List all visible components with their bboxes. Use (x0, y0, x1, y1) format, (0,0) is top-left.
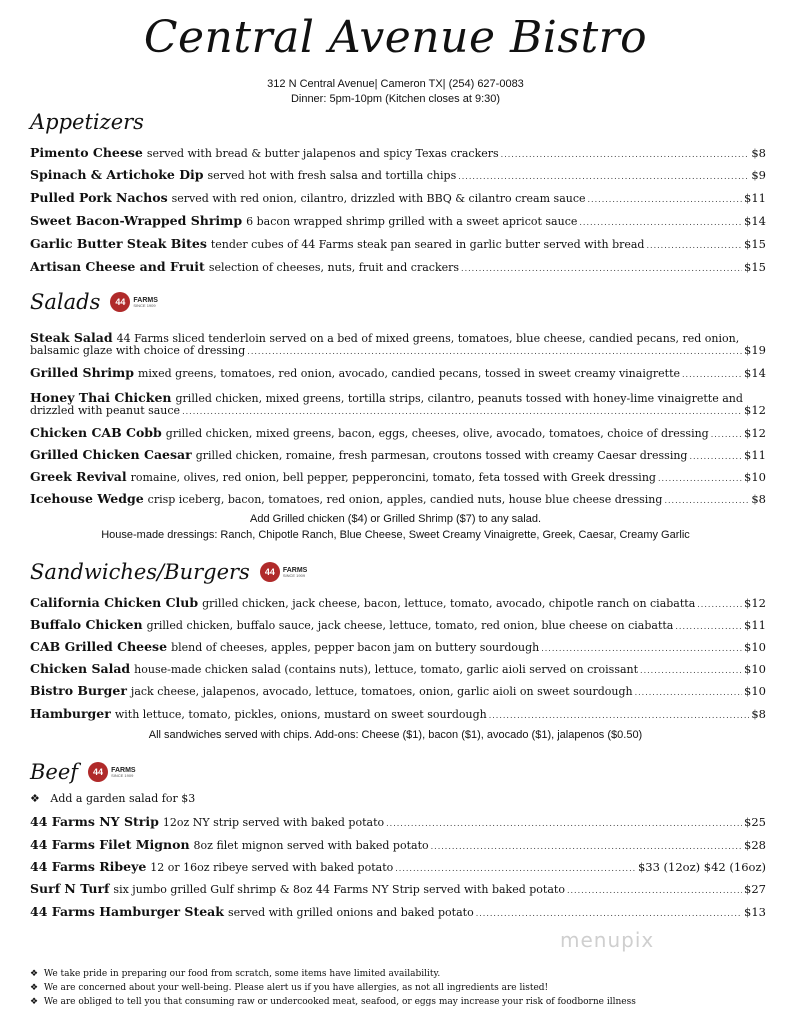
hours-line: Dinner: 5pm-10pm (Kitchen closes at 9:30) (290, 93, 501, 105)
menu-item: Bistro Burger jack cheese, jalapenos, avocado, lettuce, tomatoes, onion, garlic aioli on sweet sourdough ..... $10 (30, 683, 766, 698)
menu-item: Surf N Turf six jumbo grilled Gulf shrimp & 8oz 44 Farms NY Strip served with baked potato ..... $27 (30, 881, 766, 896)
menu-item: Artisan Cheese and Fruit selection of cheeses, nuts, fruit and crackers ..... $15 (30, 259, 766, 274)
garden-salad-note: ❖ Add a garden salad for $3 (30, 792, 196, 805)
watermark: menupix (560, 928, 655, 952)
menu-item: Honey Thai Chicken grilled chicken, mixed greens, tortilla strips, cilantro, peanuts tossed with honey-lime vinaigrette and (30, 390, 743, 405)
diamond-bullet-icon: ❖ (30, 997, 39, 1007)
menu-item: Sweet Bacon-Wrapped Shrimp 6 bacon wrapped shrimp grilled with a sweet apricot sauce ..... $14 (30, 213, 766, 228)
menu-item: Buffalo Chicken grilled chicken, buffalo sauce, jack cheese, lettuce, tomato, red onion, blue cheese on ciabatta ..... $11 (30, 617, 766, 632)
footer-line: ❖ We are obliged to tell you that consuming raw or undercooked meat, seafood, or eggs may increase your risk of foodborne illness (30, 997, 636, 1007)
salads-heading: Salads 44 FARMS SINCE 1909 (30, 290, 158, 314)
menu-item: 44 Farms Hamburger Steak served with grilled onions and baked potato ..... $13 (30, 904, 766, 919)
44-farms-logo-icon: 44 FARMS SINCE 1909 (260, 562, 308, 582)
menu-item-cont: drizzled with peanut sauce ..... $12 (30, 403, 766, 417)
menu-item: Hamburger with lettuce, tomato, pickles, onions, mustard on sweet sourdough ..... $8 (30, 706, 766, 721)
44-farms-logo-icon: 44 FARMS SINCE 1909 (110, 292, 158, 312)
dressings-note: House-made dressings: Ranch, Chipotle Ranch, Blue Cheese, Sweet Creamy Vinaigrette, Greek, Caesar, Creamy Garlic (101, 529, 690, 541)
address-line: 312 N Central Avenue| Cameron TX| (254) 627-0083 (267, 78, 524, 90)
menu-item: Greek Revival romaine, olives, red onion, bell pepper, pepperoncini, tomato, feta tossed with Greek dressing ..... $10 (30, 469, 766, 484)
menu-item: Chicken CAB Cobb grilled chicken, mixed greens, bacon, eggs, cheeses, olive, avocado, tomatoes, choice of dressing ..... $12 (30, 425, 766, 440)
44-farms-logo-icon: 44 FARMS SINCE 1909 (88, 762, 136, 782)
menu-item: Spinach & Artichoke Dip served hot with fresh salsa and tortilla chips ..... $9 (30, 167, 766, 182)
menu-item: Pulled Pork Nachos served with red onion, cilantro, drizzled with BBQ & cilantro cream sauce ..... $11 (30, 190, 766, 205)
menu-item: Steak Salad 44 Farms sliced tenderloin served on a bed of mixed greens, tomatoes, blue cheese, candied pecans, red onion, (30, 330, 740, 345)
menu-item: 44 Farms Ribeye 12 or 16oz ribeye served with baked potato ..... $33 (12oz) $42 (16oz) (30, 859, 766, 874)
diamond-bullet-icon: ❖ (30, 969, 39, 979)
menu-item: 44 Farms NY Strip 12oz NY strip served with baked potato ..... $25 (30, 814, 766, 829)
diamond-bullet-icon: ❖ (30, 983, 39, 993)
sandwich-addon-note: All sandwiches served with chips. Add-ons: Cheese ($1), bacon ($1), avocado ($1), jalapenos ($0.50) (148, 729, 643, 741)
sandwiches-heading: Sandwiches/Burgers 44 FARMS SINCE 1909 (30, 560, 308, 584)
menu-item: 44 Farms Filet Mignon 8oz filet mignon served with baked potato ..... $28 (30, 837, 766, 852)
menu-item: CAB Grilled Cheese blend of cheeses, apples, pepper bacon jam on buttery sourdough ..... $10 (30, 639, 766, 654)
footer-line: ❖ We are concerned about your well-being. Please alert us if you have allergies, as not all ingredients are listed! (30, 983, 549, 993)
menu-item: Grilled Shrimp mixed greens, tomatoes, red onion, avocado, candied pecans, tossed in sweet creamy vinaigrette ..... $14 (30, 365, 766, 380)
footer-line: ❖ We take pride in preparing our food from scratch, some items have limited availability. (30, 969, 441, 979)
menu-item-cont: balsamic glaze with choice of dressing ..... $19 (30, 343, 766, 357)
diamond-bullet-icon: ❖ (30, 792, 40, 805)
menu-item: Garlic Butter Steak Bites tender cubes of 44 Farms steak pan seared in garlic butter served with bread ..... $15 (30, 236, 766, 251)
menu-item: Chicken Salad house-made chicken salad (contains nuts), lettuce, tomato, garlic aioli served on croissant ..... $10 (30, 661, 766, 676)
menu-item: Pimento Cheese served with bread & butter jalapenos and spicy Texas crackers ..... $8 (30, 145, 766, 160)
restaurant-title: Central Avenue Bistro (143, 12, 648, 63)
salad-addon-note: Add Grilled chicken ($4) or Grilled Shrimp ($7) to any salad. (249, 513, 541, 525)
menu-item: California Chicken Club grilled chicken, jack cheese, bacon, lettuce, tomato, avocado, chipotle ranch on ciabatta ..... $12 (30, 595, 766, 610)
appetizers-heading: Appetizers (30, 110, 144, 134)
menu-item: Grilled Chicken Caesar grilled chicken, romaine, fresh parmesan, croutons tossed with creamy Caesar dressing ..... $11 (30, 447, 766, 462)
beef-heading: Beef 44 FARMS SINCE 1909 (30, 760, 136, 784)
menu-item: Icehouse Wedge crisp iceberg, bacon, tomatoes, red onion, apples, candied nuts, house blue cheese dressing ..... $8 (30, 491, 766, 506)
